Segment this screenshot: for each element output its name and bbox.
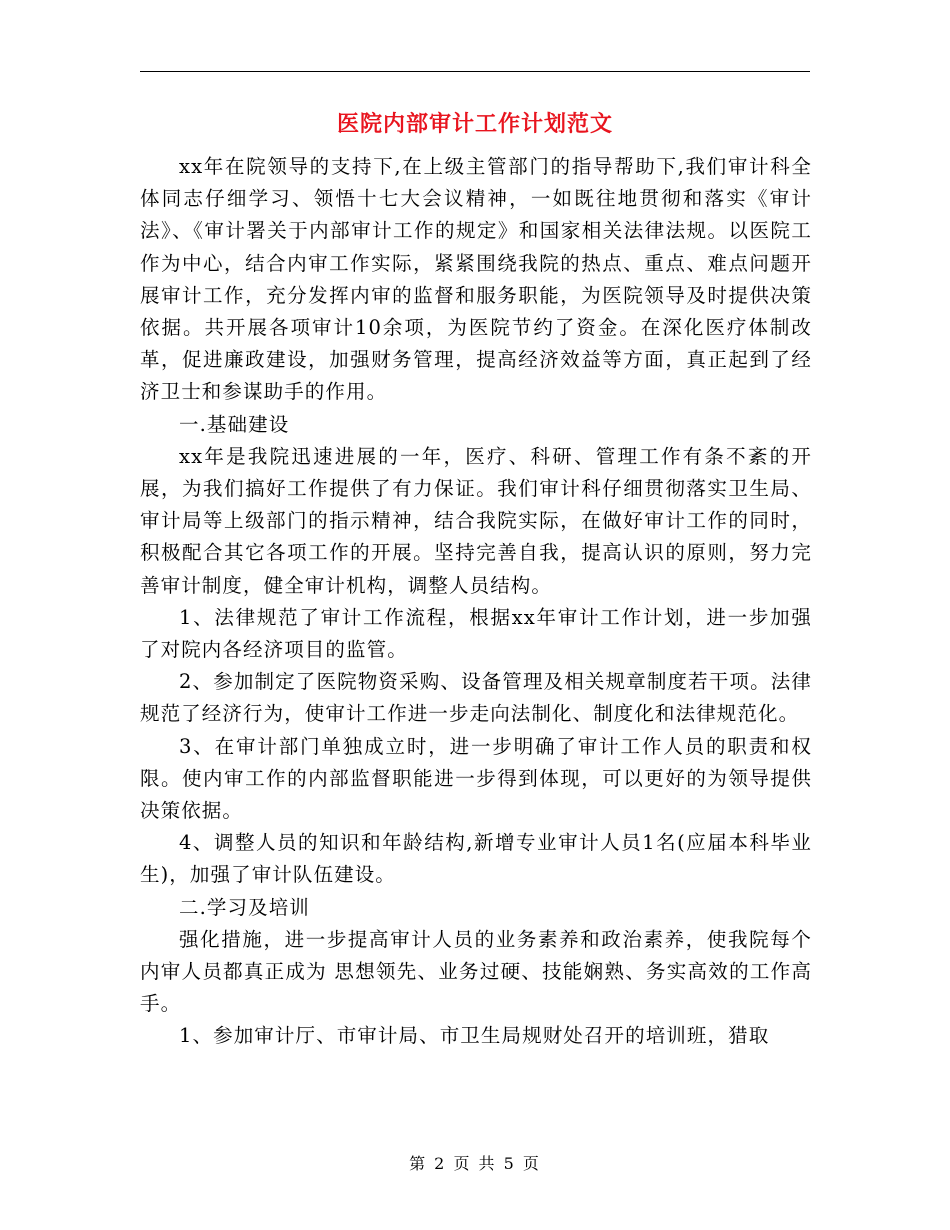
paragraph-basic-construction: xx年是我院迅速进展的一年，医疗、科研、管理工作有条不紊的开展，为我们搞好工作提供了有力保证。我们审计科仔细贯彻落实卫生局、审计局等上级部门的指示精神，结合我院实际，在做好审计工作的同时，积极配合其它各项工作的开展。坚持完善自我，提高认识的原则，努力完善审计制度，健全审计机构，调整人员结构。 <box>140 444 812 597</box>
list-item: 1、法律规范了审计工作流程，根据xx年审计工作计划，进一步加强了对院内各经济项目的监管。 <box>140 605 812 662</box>
list-item: 3、在审计部门单独成立时，进一步明确了审计工作人员的职责和权限。使内审工作的内部监督职能进一步得到体现，可以更好的为领导提供决策依据。 <box>140 734 812 823</box>
header-rule <box>140 71 810 72</box>
document-title: 医院内部审计工作计划范文 <box>336 111 613 137</box>
paragraph-study-training: 强化措施，进一步提高审计人员的业务素养和政治素养，使我院每个内审人员都真正成为 思想领先、业务过硬、技能娴熟、务实高效的工作高手。 <box>140 927 812 1016</box>
section-heading-basic-construction: 一.基础建设 <box>179 412 290 436</box>
paragraph-intro: xx年在院领导的支持下,在上级主管部门的指导帮助下,我们审计科全体同志仔细学习、领悟十七大会议精神，一如既往地贯彻和落实《审计法》、《审计署关于内部审计工作的规定》和国家相关法律法规。以医院工作为中心，结合内审工作实际，紧紧围绕我院的热点、重点、难点问题开展审计工作，充分发挥内审的监督和服务职能，为医院领导及时提供决策依据。共开展各项审计10余项，为医院节约了资金。在深化医疗体制改革，促进廉政建设，加强财务管理，提高经济效益等方面，真正起到了经济卫士和参谋助手的作用。 <box>140 155 812 404</box>
list-item: 4、调整人员的知识和年龄结构,新增专业审计人员1名(应届本科毕业生)，加强了审计队伍建设。 <box>140 831 812 887</box>
page-number: 第 2 页 共 5 页 <box>409 1154 541 1173</box>
list-item: 2、参加制定了医院物资采购、设备管理及相关规章制度若干项。法律规范了经济行为，使审计工作进一步走向法制化、制度化和法律规范化。 <box>140 670 812 726</box>
list-item: 1、参加审计厅、市审计局、市卫生局规财处召开的培训班，猎取 <box>179 1024 770 1048</box>
document-body <box>140 151 812 1053</box>
section-heading-study-training: 二.学习及培训 <box>179 895 310 919</box>
